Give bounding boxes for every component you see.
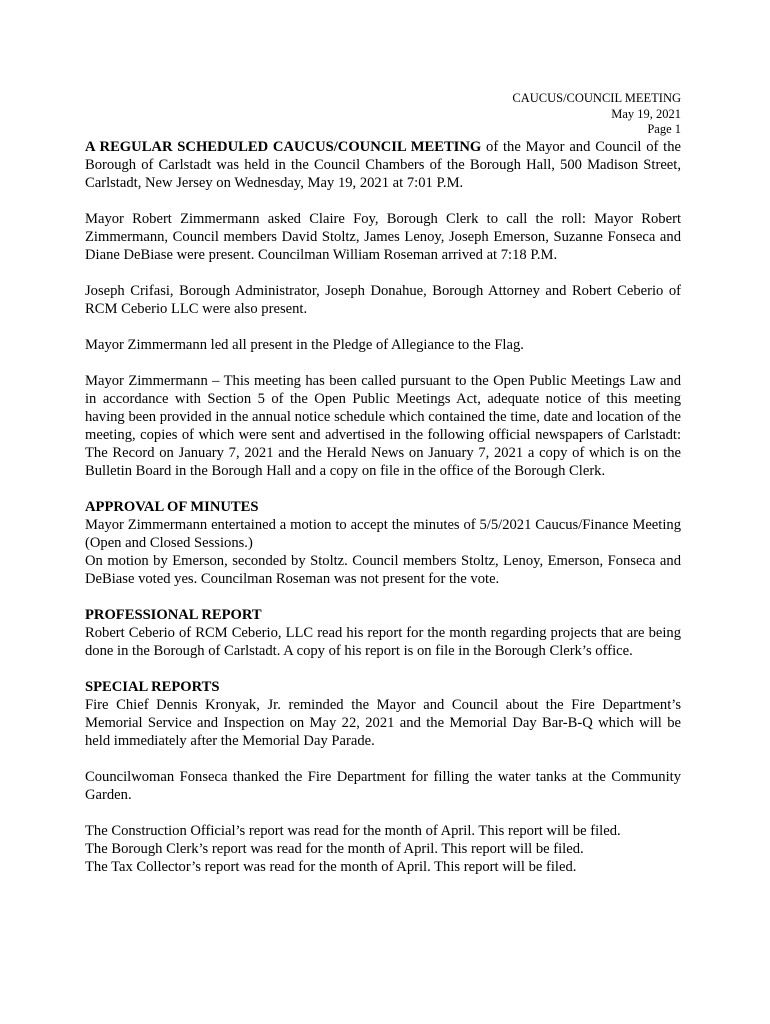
pledge-paragraph: Mayor Zimmermann led all present in the Pledge of Allegiance to the Flag. — [85, 337, 524, 353]
intro-lead: A REGULAR SCHEDULED CAUCUS/COUNCIL MEETING — [85, 139, 482, 155]
special-reports-section — [85, 678, 681, 876]
professional-report-heading: PROFESSIONAL REPORT — [85, 607, 262, 623]
approval-motion-text: Mayor Zimmermann entertained a motion to accept the minutes of 5/5/2021 Caucus/Finance Meeting (Open and Closed Sessions.) — [85, 517, 681, 551]
approval-vote-text: On motion by Emerson, seconded by Stoltz. Council members Stoltz, Lenoy, Emerson, Fonseca and DeBiase voted yes. Councilman Roseman was not present for the vote. — [85, 553, 681, 587]
intro-paragraph — [85, 138, 681, 192]
page-header — [512, 91, 681, 138]
construction-report-text: The Construction Official’s report was read for the month of April. This report will be filed. — [85, 823, 621, 839]
professional-report-text: Robert Ceberio of RCM Ceberio, LLC read his report for the month regarding projects that are being done in the Borough of Carlstadt. A copy of his report is on file in the Borough Clerk’s office. — [85, 625, 681, 659]
document-body — [85, 138, 681, 894]
also-present-paragraph: Joseph Crifasi, Borough Administrator, Joseph Donahue, Borough Attorney and Robert Ceberio of RCM Ceberio LLC were also present. — [85, 283, 681, 317]
opma-paragraph: Mayor Zimmermann – This meeting has been called pursuant to the Open Public Meetings Law and in accordance with Section 5 of the Open Public Meetings Act, adequate notice of this meeting having been provided in the annual notice schedule which contained the time, date and location of the meeting, copies of which were sent and advertised in the following official newspapers of Carlstadt: The Record on January 7, 2021 and the Herald News on January 7, 2021 a copy of which is on the Bulletin Board in the Borough Hall and a copy on file in the office of the Borough Clerk. — [85, 373, 681, 479]
header-page-number: Page 1 — [647, 122, 681, 136]
approval-of-minutes-section — [85, 498, 681, 588]
fire-chief-report-text: Fire Chief Dennis Kronyak, Jr. reminded the Mayor and Council about the Fire Department’s Memorial Service and Inspection on May 22, 2021 and the Memorial Day Bar-B-Q which will be held immediately after the Memorial Day Parade. — [85, 697, 681, 749]
special-reports-heading: SPECIAL REPORTS — [85, 679, 220, 695]
header-meeting-title: CAUCUS/COUNCIL MEETING — [512, 91, 681, 105]
approval-of-minutes-heading: APPROVAL OF MINUTES — [85, 499, 259, 515]
header-date: May 19, 2021 — [611, 106, 681, 121]
roll-call-paragraph: Mayor Robert Zimmermann asked Claire Foy, Borough Clerk to call the roll: Mayor Robert Zimmermann, Council members David Stoltz, James Lenoy, Joseph Emerson, Suzanne Fonseca and Diane DeBiase were present. Councilman William Roseman arrived at 7:18 P.M. — [85, 211, 681, 263]
intro-rest: of the Mayor and Council of the Borough of Carlstadt was held in the Council Chambers of the Borough Hall, 500 Madison Street, Carlstadt, New Jersey on Wednesday, May 19, 2021 at 7:01 P.M. — [85, 139, 681, 191]
tax-collector-report-text: The Tax Collector’s report was read for the month of April. This report will be filed. — [85, 859, 577, 875]
professional-report-section — [85, 606, 681, 660]
clerk-report-text: The Borough Clerk’s report was read for the month of April. This report will be filed. — [85, 841, 584, 857]
fonseca-report-text: Councilwoman Fonseca thanked the Fire Department for filling the water tanks at the Community Garden. — [85, 769, 681, 803]
